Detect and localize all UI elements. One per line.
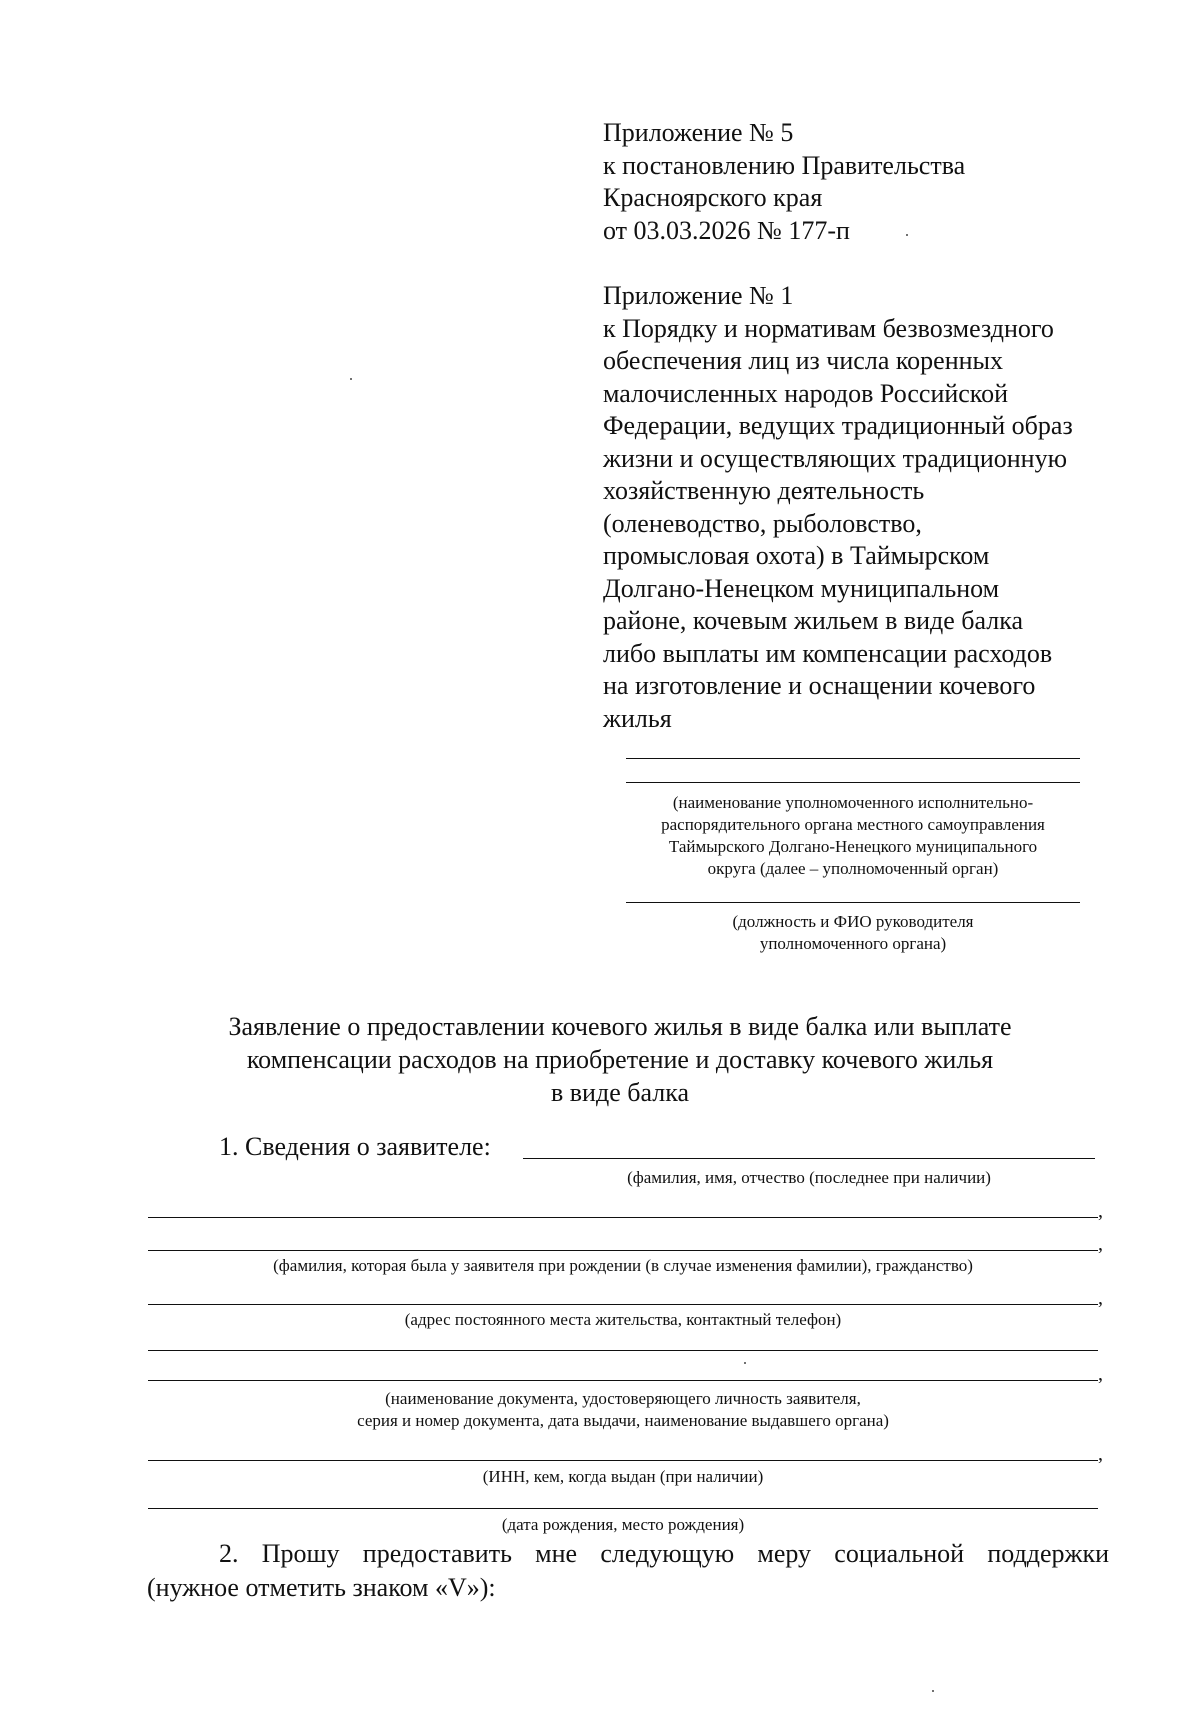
header-line: Приложение № 1 [603,281,794,310]
fio-field[interactable] [523,1158,1095,1159]
header-line: либо выплаты им компенсации расходов [603,638,1053,668]
header-line: жизни и осуществляющих традиционную [603,443,1068,473]
section-2-line-2: (нужное отметить знаком «V»): [147,1573,496,1602]
document-field-line-2[interactable] [148,1380,1098,1381]
head-name-line[interactable] [626,902,1080,903]
inn-field[interactable] [148,1460,1098,1461]
header-line: от 03.03.2026 № 177-п [603,215,850,245]
birth-caption: (дата рождения, место рождения) [501,1515,745,1534]
comma: , [1098,1443,1103,1465]
section-2-line-1: 2. Прошу предоставить мне следующую меру социальной поддержки [219,1539,1109,1568]
application-title: Заявление о предоставлении кочевого жилья в виде балка или выплате компенсации расходов на приобретение и доставку кочевого жилья в виде балка [228,1012,1012,1107]
organ-caption: (наименование уполномоченного исполнительно- распорядительного органа местного самоуправления Таймырского Долгано-Ненецкого муниципального округа (далее – уполномоченный орган) [661,793,1045,878]
comma: , [1098,1363,1103,1385]
appendix-5-header [603,117,1123,247]
birth-surname-field[interactable] [148,1250,1098,1251]
header-line: Приложение № 5 [603,118,794,147]
header-line: обеспечения лиц из числа коренных [603,346,1004,375]
header-line: Долгано-Ненецком муниципальном [603,573,1000,603]
header-line: к постановлению Правительства [603,150,966,180]
header-line: промысловая охота) в Таймырском [603,541,990,570]
fio-caption: (фамилия, имя, отчество (последнее при наличии) [627,1168,991,1187]
comma: , [1098,1200,1103,1222]
address-field[interactable] [148,1304,1098,1305]
document-caption: (наименование документа, удостоверяющего личность заявителя, серия и номер документа, дата выдачи, наименование выдавшего органа) [357,1389,889,1430]
comma: , [1098,1287,1103,1309]
head-caption: (должность и ФИО руководителя уполномоченного органа) [732,912,974,953]
header-line: (оленеводство, рыболовство, [603,508,922,538]
header-line: малочисленных народов Российской [603,378,1009,408]
appendix-1-header [603,280,1123,735]
scan-speck [906,234,908,236]
address-caption: (адрес постоянного места жительства, контактный телефон) [404,1310,842,1329]
applicant-field-line[interactable] [148,1217,1098,1218]
section-1-label: 1. Сведения о заявителе: [219,1132,491,1161]
scan-speck [744,1362,746,1364]
organ-name-line-2[interactable] [626,782,1080,783]
header-line: районе, кочевым жильем в виде балка [603,606,1024,635]
header-line: на изготовление и оснащении кочевого [603,671,1036,700]
header-line: жилья [603,703,672,733]
header-line: Федерации, ведущих традиционный образ [603,411,1073,440]
scan-speck [932,1690,934,1692]
header-line: хозяйственную деятельность [603,476,925,505]
header-line: Красноярского края [603,183,823,212]
document-field-line-1[interactable] [148,1350,1098,1351]
organ-name-line[interactable] [626,758,1080,759]
birth-field[interactable] [148,1508,1098,1509]
inn-caption: (ИНН, кем, когда выдан (при наличии) [482,1467,764,1486]
scan-speck [350,378,352,380]
comma: , [1098,1233,1103,1255]
header-line: к Порядку и нормативам безвозмездного [603,313,1054,343]
birth-surname-caption: (фамилия, которая была у заявителя при рождении (в случае изменения фамилии), гражданство) [273,1256,973,1275]
section-2-paragraph [147,1537,1109,1605]
